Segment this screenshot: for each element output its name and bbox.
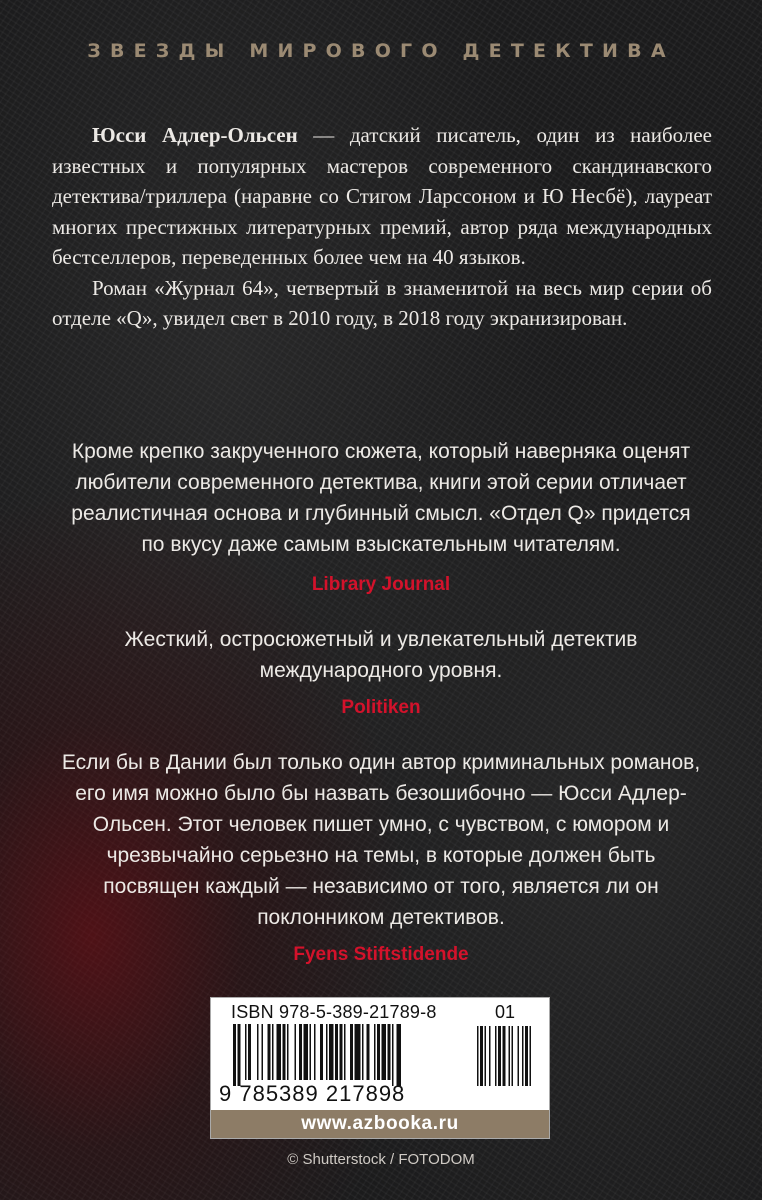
barcode-bar [245,1024,247,1080]
review-source-1: Library Journal [311,574,451,595]
barcode-addon-number: 01 [495,1002,516,1022]
barcode-addon-bar [512,1026,514,1086]
barcode-addon-bar [498,1026,501,1086]
barcode-bar [335,1024,338,1080]
barcode-bar [233,1024,236,1086]
ean-number: 9 785389 217898 [219,1081,406,1106]
barcode-bar [355,1024,361,1080]
barcode-bar [295,1024,297,1080]
barcode-bar [367,1024,370,1080]
novel-paragraph: Роман «Журнал 64», четвертый в знаменитой на весь мир серии об отделе «Q», увидел свет в 2010 году, в 2018 году экранизирован. [52,275,712,330]
review-source-2: Politiken [341,697,421,718]
isbn-number: ISBN 978-5-389-21789-8 [231,1002,437,1022]
barcode-addon-bar [477,1026,479,1086]
author-bio: — датский писатель, один из наиболее известных и популярных мастеров современного скандинавского детектива/триллера (наравне со Стигом Ларссоном и Ю Несбё), лауреат многих престижных литературных премий, автор ряда международных бестселлеров, переведенных более чем на 40 языков. [52,123,713,269]
barcode-panel [210,997,550,1139]
barcode-addon-bar [485,1026,487,1086]
barcode-bar [382,1024,387,1080]
barcode-addon-bar [525,1026,528,1086]
barcode-addon-bar [530,1026,532,1086]
barcode-bar [277,1024,282,1080]
barcode-bars [211,1024,549,1086]
barcode-addon-bar [489,1026,491,1086]
barcode-bar [304,1024,309,1080]
barcode-addon-bar [509,1026,511,1086]
barcode-bar [283,1024,286,1080]
author-paragraph [52,120,712,273]
barcode-bar [320,1024,323,1080]
photo-credit: © Shutterstock / FOTODOM [287,1151,475,1168]
author-name: Юсси Адлер-Ольсен [92,123,298,147]
barcode-bar [238,1024,241,1086]
barcode-bar [262,1024,264,1080]
series-title: ЗВЕЗДЫ МИРОВОГО ДЕТЕКТИВА [87,40,675,62]
barcode-bar [268,1024,271,1080]
barcode-addon-bar [522,1026,524,1086]
barcode-bar [377,1024,380,1080]
barcode-bar [392,1024,394,1086]
review-quote-3: Если бы в Дании был только один автор криминальных романов, его имя можно было бы назвать безошибочно — Юсси Адлер-Ольсен. Этот человек пишет умно, с чувством, с юмором и чрезвычайно серьезно на темы, в которые должен быть посвящен каждый — независимо от того, является ли он поклонником детективов. [61,751,701,929]
publisher-url: www.azbooka.ru [211,1110,549,1138]
barcode-bar [248,1024,251,1080]
barcode-addon-bar [503,1026,506,1086]
barcode-bar [340,1024,343,1080]
author-description [52,120,712,334]
review-quote-1: Кроме крепко закрученного сюжета, который наверняка оценят любители современного детектива, книги этой серии отличает реалистичная основа и глубинный смысл. «Отдел Q» придется по вкусу даже самым взыскательным читателям. [71,440,691,556]
barcode-bar [397,1024,402,1086]
barcode-bar [362,1024,364,1080]
barcode-bar [314,1024,316,1080]
barcode-addon-bar [480,1026,483,1086]
barcode-addon-bar [495,1026,497,1086]
barcode-bar [350,1024,353,1080]
barcode-addon-bar [518,1026,520,1086]
barcode-bar [344,1024,346,1080]
barcode-bar [299,1024,302,1080]
review-source-3: Fyens Stiftstidende [293,944,469,965]
barcode-bar [374,1024,376,1080]
barcode-bar [329,1024,334,1080]
barcode-bar [388,1024,391,1080]
review-quote-2: Жесткий, остросюжетный и увлекательный детектив международного уровня. [124,628,638,682]
barcode-bar [326,1024,328,1080]
barcode-bar [272,1024,274,1080]
barcode-bar [287,1024,289,1080]
barcode-bar [257,1024,259,1080]
barcode-bar [310,1024,312,1080]
